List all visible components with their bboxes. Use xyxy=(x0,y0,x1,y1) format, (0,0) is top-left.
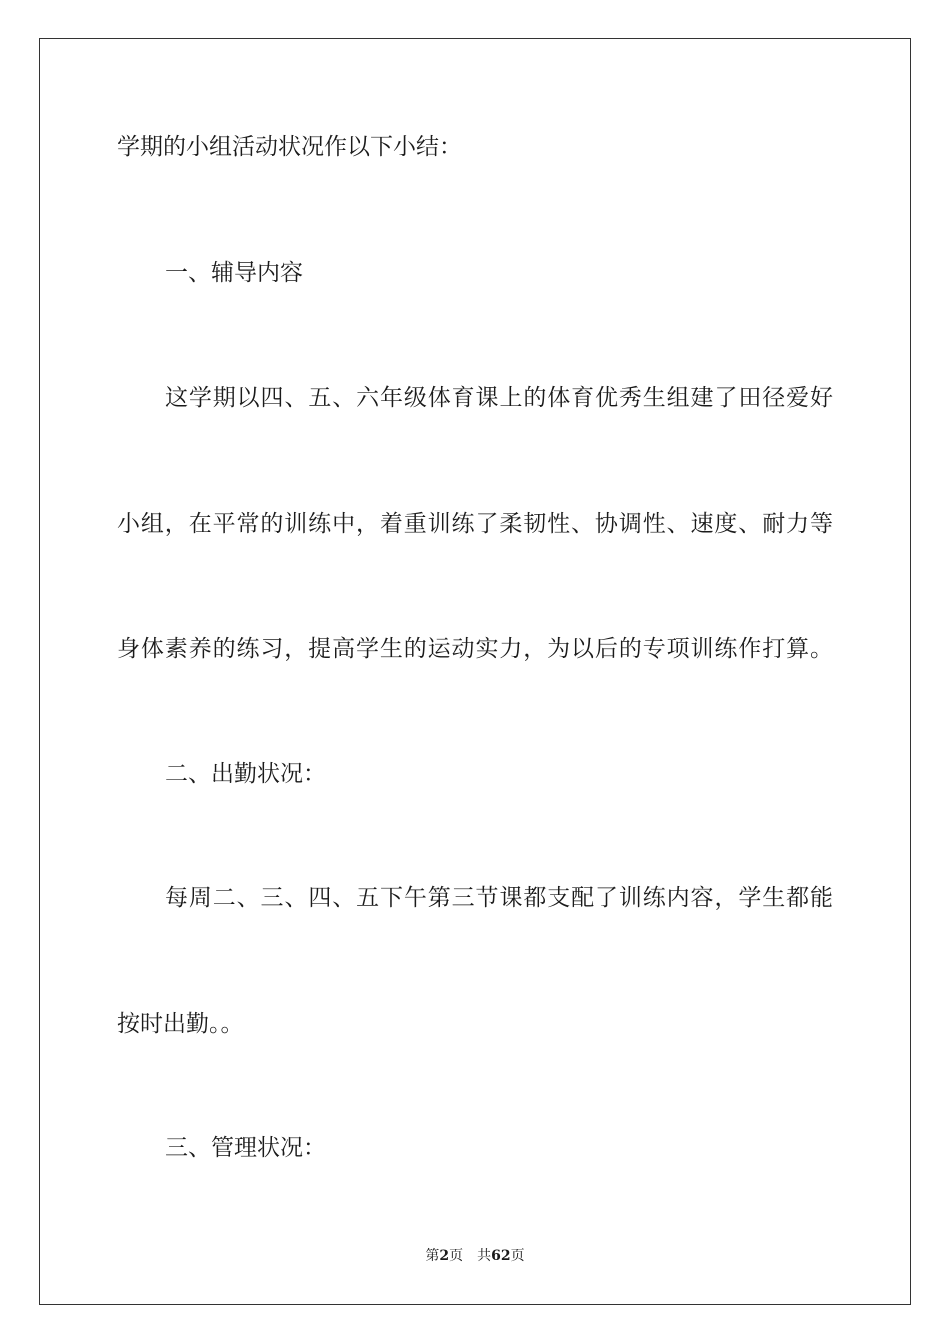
total-pages: 62 xyxy=(491,1248,511,1264)
page-number: 2 xyxy=(439,1248,450,1264)
paragraph-line-1: 学期的小组活动状况作以下小结： xyxy=(117,134,462,160)
section-heading-3: 三、管理状况： xyxy=(165,1135,326,1161)
paragraph-line-4: 身体素养的练习，提高学生的运动实力，为以后的专项训练作打算。 xyxy=(117,636,833,662)
section-heading-2: 二、出勤状况： xyxy=(165,761,326,787)
section-heading-1: 一、辅导内容 xyxy=(165,260,303,286)
page-border xyxy=(39,38,911,1305)
page-suffix: 页 xyxy=(449,1248,464,1264)
paragraph-line-3: 小组，在平常的训练中，着重训练了柔韧性、协调性、速度、耐力等 xyxy=(117,511,833,537)
page-prefix: 第 xyxy=(425,1248,440,1264)
total-prefix: 共 xyxy=(477,1248,492,1264)
paragraph-line-6: 按时出勤。。 xyxy=(117,1011,244,1037)
page-footer xyxy=(0,1246,950,1266)
paragraph-line-2: 这学期以四、五、六年级体育课上的体育优秀生组建了田径爱好 xyxy=(165,385,833,411)
total-suffix: 页 xyxy=(510,1248,525,1264)
paragraph-line-5: 每周二、三、四、五下午第三节课都支配了训练内容，学生都能 xyxy=(165,885,833,911)
